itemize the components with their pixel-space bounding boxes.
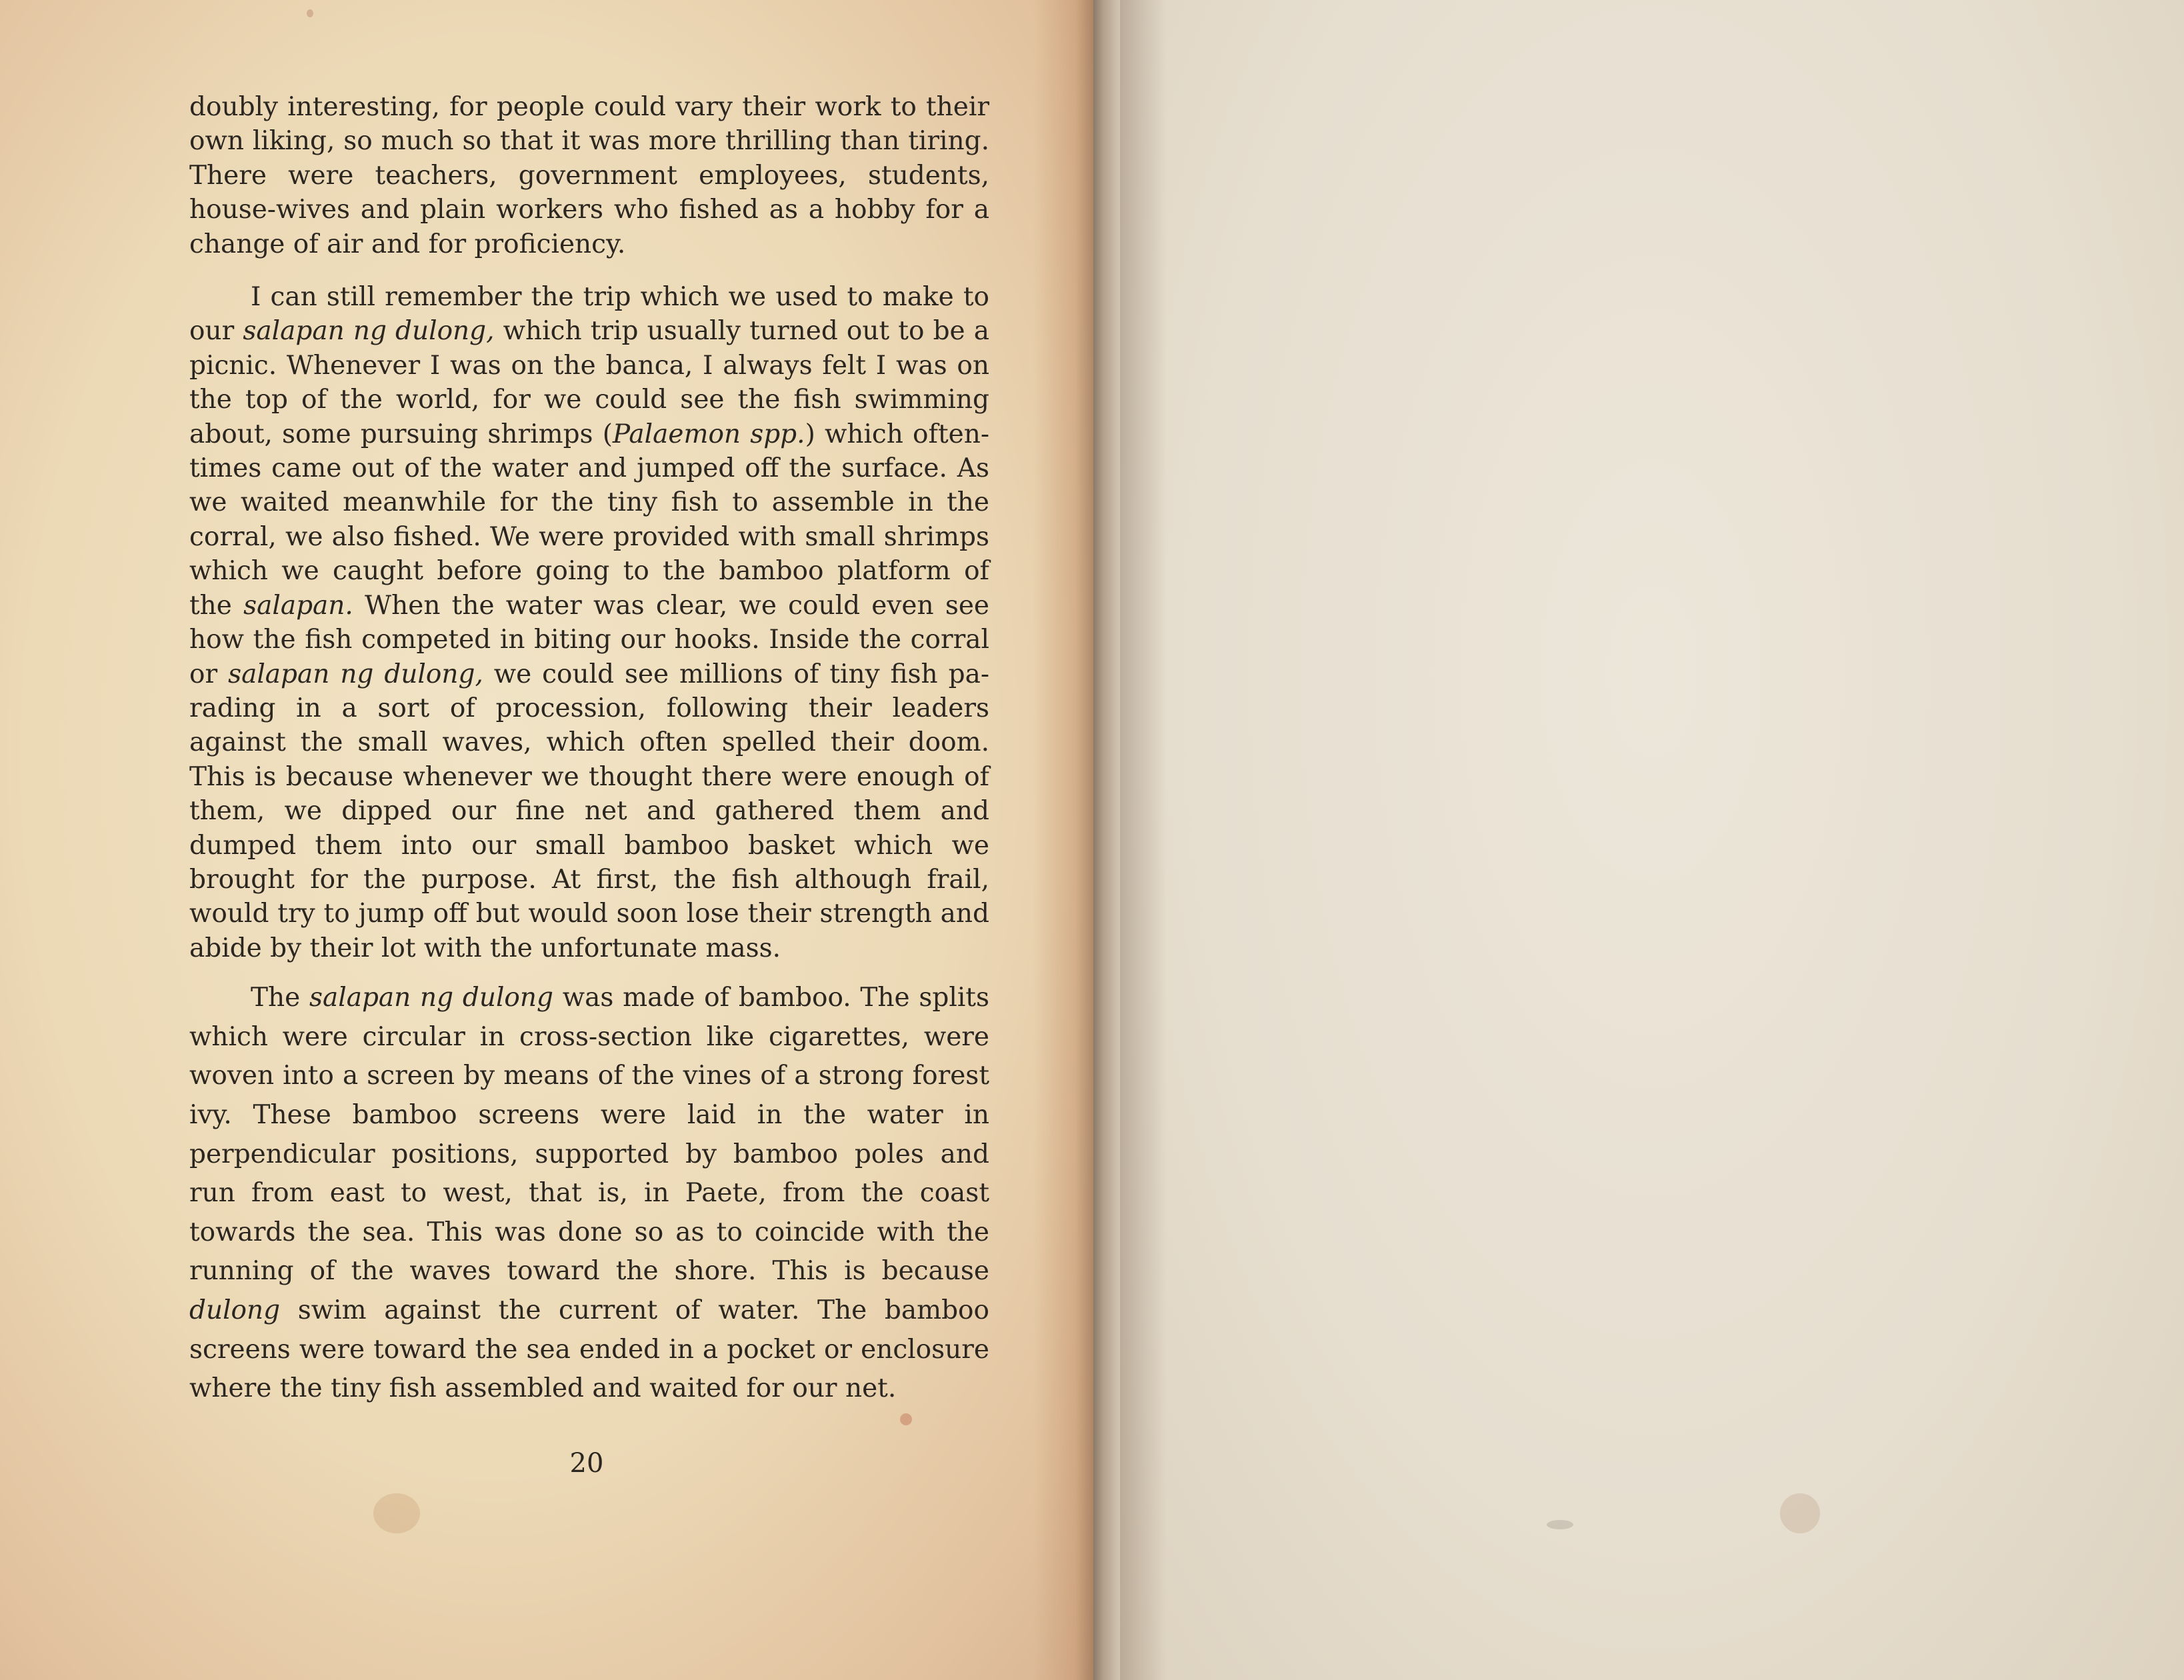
body-text xyxy=(189,90,989,1409)
italic-term: salapan ng dulong, xyxy=(228,659,483,689)
italic-term: salapan ng dulong, xyxy=(243,316,495,347)
book-gutter xyxy=(1093,0,1120,1680)
paper-stain xyxy=(1780,1493,1820,1533)
text-run: was made of bamboo. The splits which were circular in cross-section like cigarettes, were woven into a screen by means of the vines of a strong forest ivy. These bamboo screens were laid in the water in perpendicular positions, supported by bamboo poles and run from east to west, that is, in Paete, from the coast towards the sea. This was done so as to coincide with the running of the waves toward the shore. This is because xyxy=(189,983,989,1287)
text-run: I can still remember the trip which we used to make to our xyxy=(189,282,989,347)
italic-term: dulong xyxy=(189,1295,281,1325)
text-run: When the water was clear, we could even see how the fish competed in biting our hooks. Inside the corral or xyxy=(189,590,989,689)
italic-term: Palaemon spp. xyxy=(612,419,805,449)
text-run: ) which often-times came out of the water and jumped off the surface. As we waited meanwhile for the tiny fish to assemble in the corral, we also fished. We were provided with small shrimps which we caught before going to the bamboo platform of the xyxy=(189,419,989,621)
page-number: 20 xyxy=(569,1448,604,1479)
text-run: doubly interesting, for people could vary their work to their own liking, so much so that it was more thrilling than tiring. There were teachers, government employees, students, house-wives and plain workers who fished as a hobby for a change of air and for proficiency. xyxy=(189,92,989,259)
italic-term: salapan. xyxy=(243,590,353,621)
text-run: we could see millions of tiny fish pa-rading in a sort of procession, following their leaders against the small waves, which often spelled their doom. This is because whenever we thought there were enough of them, we dipped our fine net and gathered them and dumped them into our small bamboo basket which we brought for the purpose. At first, the fish although frail, would try to jump off but would soon lose their strength and abide by their lot with the unfortunate mass. xyxy=(189,659,989,963)
paper-stain xyxy=(307,9,313,17)
text-run: The xyxy=(251,983,309,1013)
right-page-blank xyxy=(1120,0,2184,1680)
paper-stain xyxy=(373,1493,420,1533)
text-run: swim against the current of water. The bamboo screens were toward the sea ended in a pocket or enclosure where the tiny fish assembled and waited for our net. xyxy=(189,1295,989,1404)
paragraph xyxy=(189,979,989,1409)
paragraph xyxy=(189,90,989,261)
paper-stain xyxy=(900,1413,912,1425)
paragraph xyxy=(189,280,989,965)
paper-stain xyxy=(1547,1520,1573,1529)
italic-term: salapan ng dulong xyxy=(309,983,553,1013)
text-run: which trip usually turned out to be a picnic. Whenever I was on the banca, I always felt I was on the top of the world, for we could see the fish swimming about, some pursuing shrimps ( xyxy=(189,316,990,449)
